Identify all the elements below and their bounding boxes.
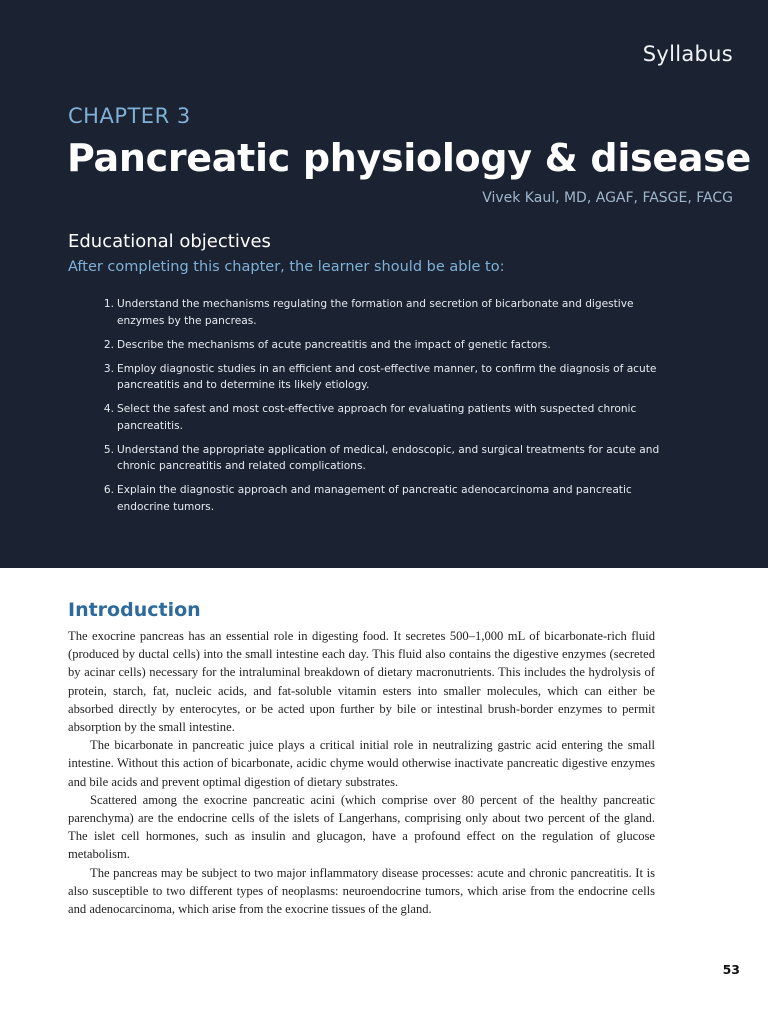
introduction-body [68, 627, 655, 918]
chapter-title: Pancreatic physiology & disease [67, 136, 751, 180]
objective-number: 6. [103, 484, 114, 496]
objective-number: 3. [103, 362, 114, 375]
objective-number: 5. [103, 443, 114, 456]
objectives-list [100, 296, 660, 523]
objective-item [100, 482, 660, 515]
objective-number: 2. [103, 338, 114, 351]
objective-text: Explain the diagnostic approach and management of pancreatic adenocarcinoma and pancreatic endocrine tumors. [117, 484, 632, 513]
objective-text: Employ diagnostic studies in an efficient and cost-effective manner, to confirm the diagnosis of acute pancreatitis and to determine its likely etiology. [117, 362, 657, 391]
objective-number: 1. [103, 298, 114, 310]
page-number: 53 [722, 962, 740, 977]
objectives-heading: Educational objectives [68, 231, 271, 252]
introduction-heading: Introduction [68, 599, 201, 621]
objective-number: 4. [103, 403, 114, 415]
objectives-intro: After completing this chapter, the learner should be able to: [68, 259, 505, 275]
introduction-paragraph: The bicarbonate in pancreatic juice plays a critical initial role in neutralizing gastric acid entering the small intestine. Without this action of bicarbonate, acidic chyme would otherwise inactivate pancreatic digestive enzymes and bile acids and prevent optimal digestion of dietary substrates. [68, 738, 655, 789]
author-byline: Vivek Kaul, MD, AGAF, FASGE, FACG [482, 190, 733, 206]
objective-item [100, 442, 660, 475]
objective-item [100, 401, 660, 434]
objective-item [100, 337, 660, 354]
objective-text: Describe the mechanisms of acute pancreatitis and the impact of genetic factors. [117, 338, 551, 351]
introduction-paragraph: The pancreas may be subject to two major inflammatory disease processes: acute and chronic pancreatitis. It is also susceptible to two different types of neoplasms: neuroendocrine tumors, which arise from the endocrine cells and adenocarcinoma, which arise from the exocrine tissues of the gland. [68, 865, 655, 917]
section-label: Syllabus [642, 42, 733, 66]
objective-text: Select the safest and most cost-effective approach for evaluating patients with suspected chronic pancreatitis. [117, 403, 637, 432]
objective-text: Understand the appropriate application of medical, endoscopic, and surgical treatments for acute and chronic pancreatitis and related complications. [117, 443, 660, 472]
objective-item [100, 361, 660, 394]
introduction-paragraph: The exocrine pancreas has an essential role in digesting food. It secretes 500–1,000 mL of bicarbonate-rich fluid (produced by ductal cells) into the small intestine each day. This fluid also contains the digestive enzymes (secreted by acinar cells) necessary for the intraluminal breakdown of dietary macronutrients. This includes the hydrolysis of protein, starch, fat, nucleic acids, and fat-soluble vitamin esters into smaller molecules, which can either be absorbed directly by enterocytes, or be acted upon further by bile or intestinal brush-border enzymes to permit absorption by the small intestine. [68, 629, 655, 735]
objective-item [100, 296, 660, 329]
chapter-label: CHAPTER 3 [68, 104, 191, 128]
introduction-paragraph: Scattered among the exocrine pancreatic acini (which comprise over 80 percent of the healthy pancreatic parenchyma) are the endocrine cells of the islets of Langerhans, comprising only about two percent of the gland. The islet cell hormones, such as insulin and glucagon, have a profound effect on the regulation of glucose metabolism. [68, 792, 655, 862]
objective-text: Understand the mechanisms regulating the formation and secretion of bicarbonate and digestive enzymes by the pancreas. [117, 298, 634, 327]
